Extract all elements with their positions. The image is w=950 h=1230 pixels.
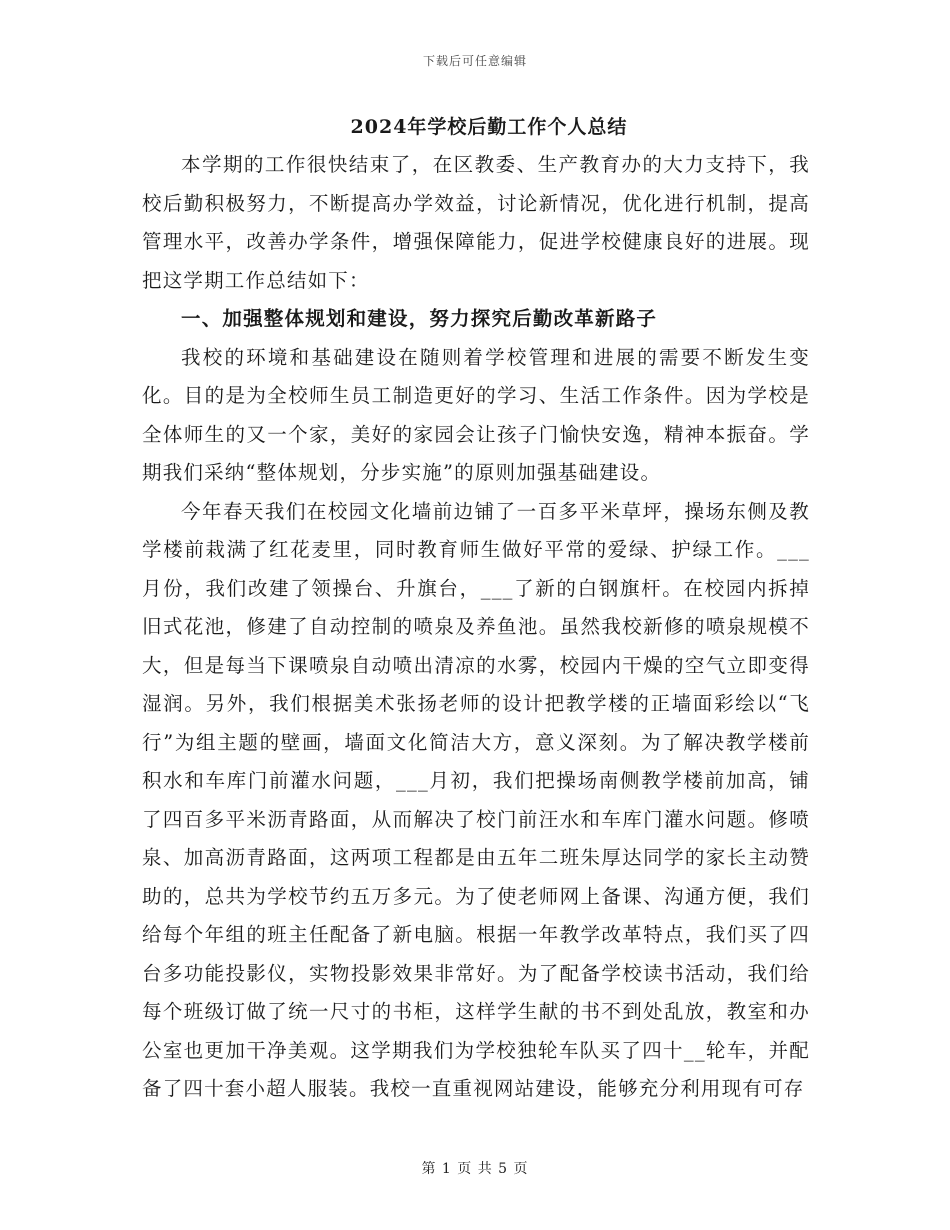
- document-title: 2024年学校后勤工作个人总结: [350, 116, 628, 138]
- intro-paragraph: 本学期的工作很快结束了，在区教委、生产教育办的大力支持下，我校后勤积极努力，不断提高办学效益，讨论新情况，优化进行机制，提高管理水平，改善办学条件，增强保障能力，促进学校健康良好的进展。现把这学期工作总结如下：: [142, 153, 810, 292]
- page-number: 第 1 页 共 5 页: [421, 1161, 529, 1177]
- header-note: 下载后可任意编辑: [422, 54, 527, 68]
- body-paragraph: 今年春天我们在校园文化墙前边铺了一百多平米草坪，操场东侧及教学楼前栽满了红花麦里，同时教育师生做好平常的爱绿、护绿工作。___月份，我们改建了领操台、升旗台，___了新的白钢旗杆。在校园内拆掉旧式花池，修建了自动控制的喷泉及养鱼池。虽然我校新修的喷泉规模不大，但是每当下课喷泉自动喷出清凉的水雾，校园内干燥的空气立即变得湿润。另外，我们根据美术张扬老师的设计把教学楼的正墙面彩绘以“飞行”为组主题的壁画，墙面文化简洁大方，意义深刻。为了解决教学楼前积水和车库门前灌水问题，___月初，我们把操场南侧教学楼前加高，铺了四百多平米沥青路面，从而解决了校门前汪水和车库门灌水问题。修喷泉、加高沥青路面，这两项工程都是由五年二班朱厚达同学的家长主动赞助的，总共为学校节约五万多元。为了使老师网上备课、沟通方便，我们给每个年组的班主任配备了新电脑。根据一年教学改革特点，我们买了四台多功能投影仪，实物投影效果非常好。为了配备学校读书活动，我们给每个班级订做了统一尺寸的书柜，这样学生献的书不到处乱放，教室和办公室也更加干净美观。这学期我们为学校独轮车队买了四十__轮车，并配备了四十套小超人服装。我校一直重视网站建设，能够充分利用现有可存: [142, 499, 810, 1100]
- body-paragraph: 我校的环境和基础建设在随则着学校管理和进展的需要不断发生变化。目的是为全校师生员工制造更好的学习、生活工作条件。因为学校是全体师生的又一个家，美好的家园会让孩子门愉快安逸，精神本振奋。学期我们采纳“整体规划，分步实施”的原则加强基础建设。: [142, 345, 810, 484]
- section-heading: 一、加强整体规划和建设，努力探究后勤改革新路子: [181, 307, 658, 330]
- document-body: [142, 146, 810, 1109]
